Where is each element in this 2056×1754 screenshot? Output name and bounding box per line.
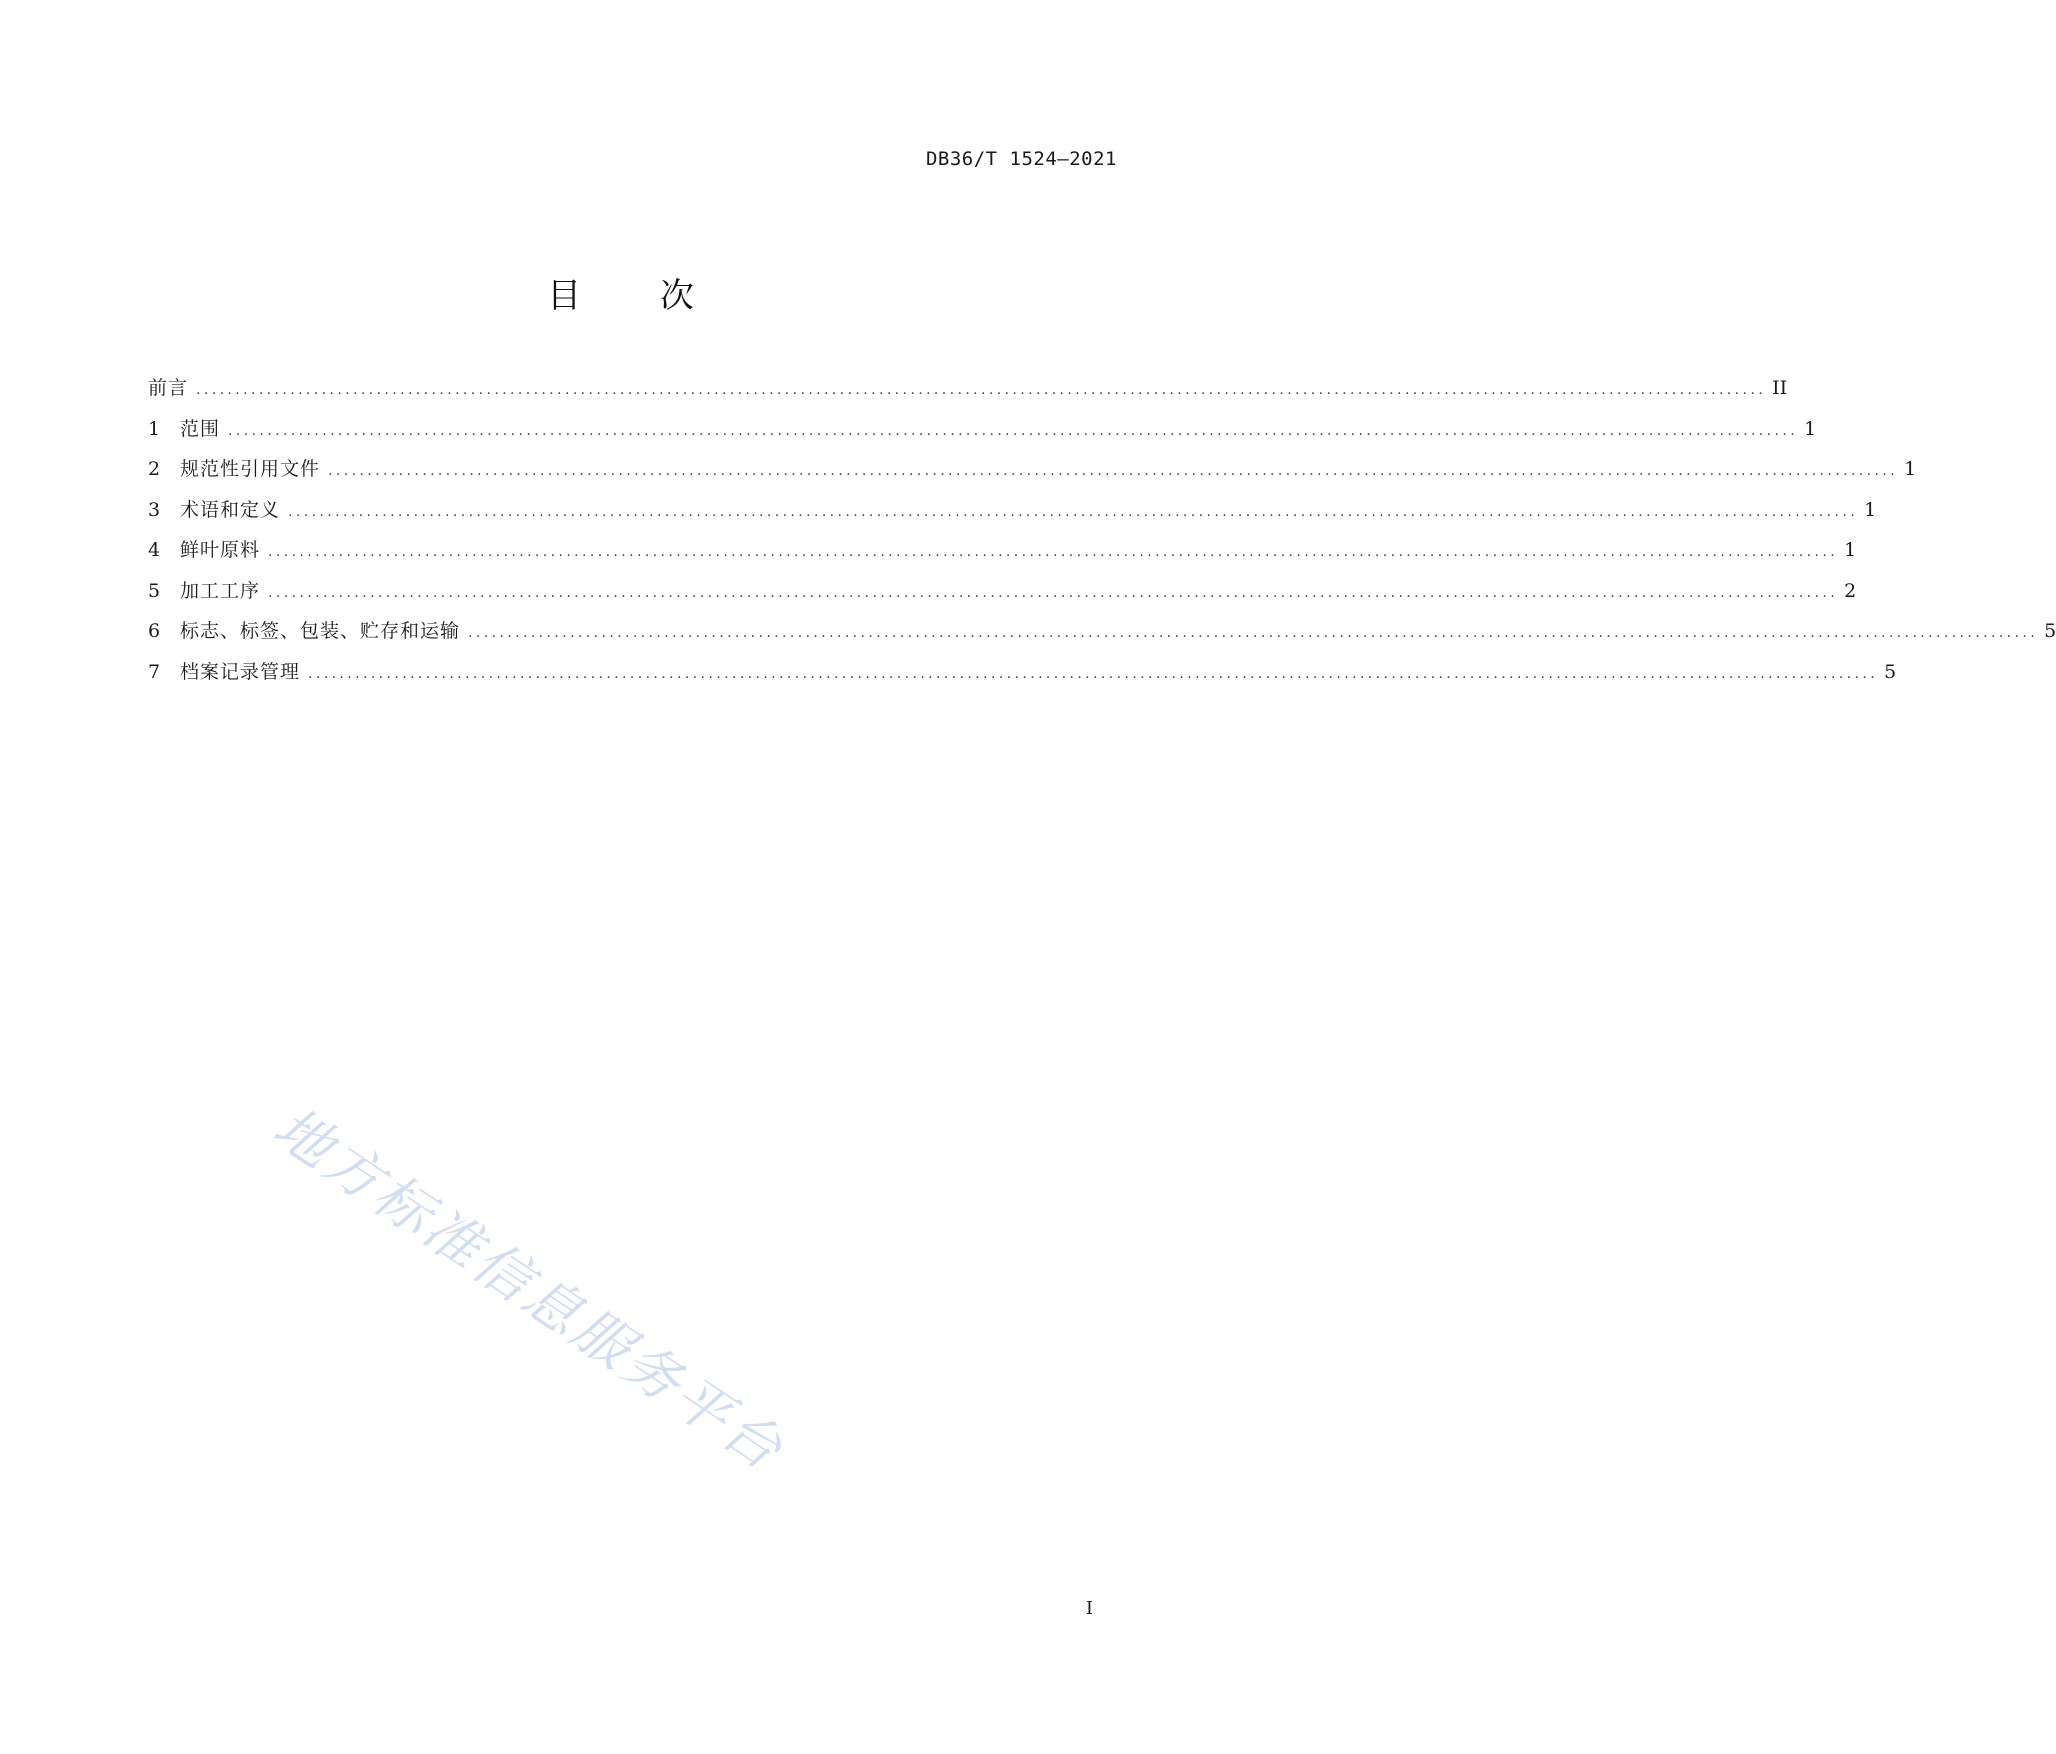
toc-entry-number: 3 [148, 498, 161, 521]
page-title: 目 次 [547, 276, 728, 316]
toc-entry-number: 7 [148, 660, 161, 683]
toc-entry-title: 档案记录管理 [180, 660, 301, 683]
toc-entry-title: 标志、标签、包装、贮存和运输 [180, 620, 461, 642]
toc-dot-leader: ........................................................................................................................................................................................................ [268, 584, 1839, 601]
toc-entry-scope[interactable] [148, 414, 1817, 455]
toc-dot-leader: ........................................................................................................................................................................................................ [268, 544, 1839, 560]
watermark: 地方标准信息服务平台 [261, 1094, 796, 1485]
page-number: I [1085, 1598, 1093, 1619]
toc-entry-title: 范围 [180, 417, 221, 440]
toc-entry-page: 5 [1884, 660, 1897, 683]
toc-entry-page: 1 [1844, 539, 1857, 561]
toc-entry-marking-packaging[interactable] [148, 616, 2056, 657]
toc-entry-number: 6 [148, 620, 161, 642]
toc-entry-title: 术语和定义 [180, 498, 281, 521]
toc-list [148, 373, 2056, 697]
toc-dot-leader: ........................................................................................................................................................................................................ [228, 422, 1799, 439]
toc-dot-leader: ........................................................................................................................................................................................................ [468, 625, 2039, 641]
toc-entry-page: 1 [1864, 498, 1877, 521]
toc-entry-number: 4 [148, 539, 161, 561]
toc-entry-terms-definitions[interactable] [148, 495, 1877, 536]
toc-entry-number: 1 [148, 417, 161, 440]
toc-dot-leader: ........................................................................................................................................................................................................ [196, 382, 1767, 398]
toc-dot-leader: ........................................................................................................................................................................................................ [308, 665, 1879, 682]
toc-entry-fresh-leaf-materials[interactable] [148, 535, 1857, 576]
toc-entry-title: 规范性引用文件 [180, 458, 321, 480]
toc-entry-records-management[interactable] [148, 657, 1897, 698]
toc-entry-page: 1 [1904, 458, 1917, 480]
toc-entry-title: 前言 [148, 377, 189, 399]
toc-entry-page: 1 [1804, 417, 1817, 440]
toc-entry-processing[interactable] [148, 576, 1857, 617]
standard-number: DB36/T 1524—2021 [925, 148, 1117, 170]
toc-entry-page: 2 [1844, 579, 1857, 602]
toc-entry-number: 5 [148, 579, 161, 602]
toc-dot-leader: ........................................................................................................................................................................................................ [328, 463, 1899, 479]
toc-entry-page: 5 [2044, 620, 2056, 642]
toc-entry-title: 加工工序 [180, 579, 261, 602]
toc-entry-page: II [1772, 377, 1788, 399]
toc-entry-title: 鲜叶原料 [180, 539, 261, 561]
toc-entry-foreword[interactable] [148, 373, 1788, 414]
toc-dot-leader: ........................................................................................................................................................................................................ [288, 503, 1859, 520]
toc-entry-normative-references[interactable] [148, 454, 1917, 495]
toc-entry-number: 2 [148, 458, 161, 480]
